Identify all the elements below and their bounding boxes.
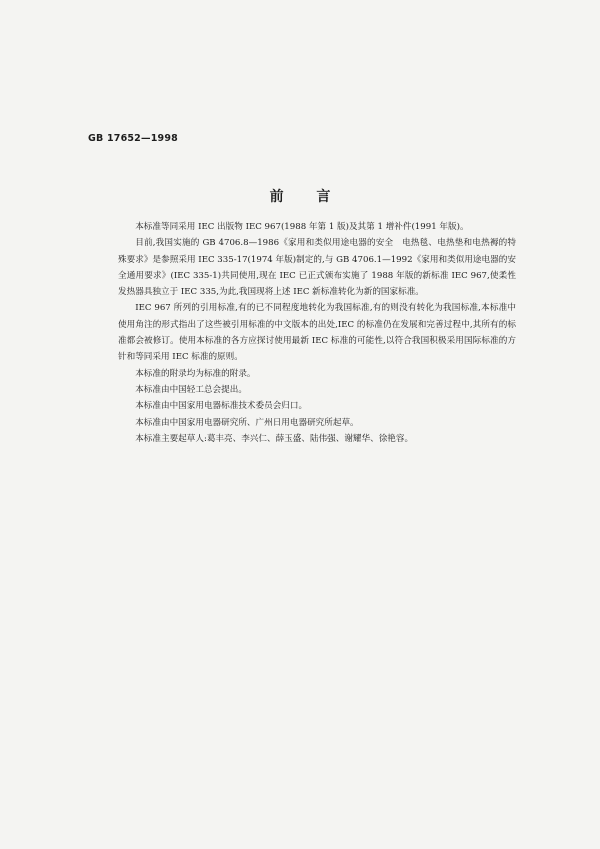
paragraph: 本标准的附录均为标准的附录。 (135, 368, 256, 379)
paragraph: 目前,我国实施的 GB 4706.8—1986《家用和类似用途电器的安全 电热毯、电热垫和电热褥的特殊要求》是参照采用 IEC 335-17(1974 年版)制定的,与 GB 4706.1—1992《家用和类似用途电器的安全通用要求》(IEC 335-1)共同使用,现在 IEC 已正式颁布实施了 1988 年版的新标准 IEC 967,使柔性发热器具独立于 IEC 335,为此,我国现将上述 IEC 新标准转化为新的国家标准。 (118, 238, 516, 298)
preface-body (118, 219, 516, 447)
paragraph: IEC 967 所列的引用标准,有的已不同程度地转化为我国标准,有的则没有转化为我国标准,本标准中使用角注的形式指出了这些被引用标准的中文版本的出处,IEC 的标准仍在发展和完善过程中,其所有的标准都会被修订。使用本标准的各方应探讨使用最新 IEC 标准的可能性,以符合我国积极采用国际标准的方针和等同采用 IEC 标准的原则。 (118, 303, 516, 363)
paragraph: 本标准主要起草人:葛丰亮、李兴仁、薛玉盛、陆伟强、谢耀华、徐艳容。 (135, 433, 414, 444)
paragraph: 本标准由中国家用电器研究所、广州日用电器研究所起草。 (135, 417, 359, 428)
paragraph: 本标准由中国家用电器标准技术委员会归口。 (135, 401, 308, 412)
paragraph: 本标准等同采用 IEC 出版物 IEC 967(1988 年第 1 版)及其第 1 增补件(1991 年版)。 (135, 222, 469, 232)
paragraph: 本标准由中国轻工总会提出。 (135, 384, 247, 395)
page-title: 前 言 (269, 189, 345, 205)
standard-code: GB 17652—1998 (88, 133, 178, 144)
